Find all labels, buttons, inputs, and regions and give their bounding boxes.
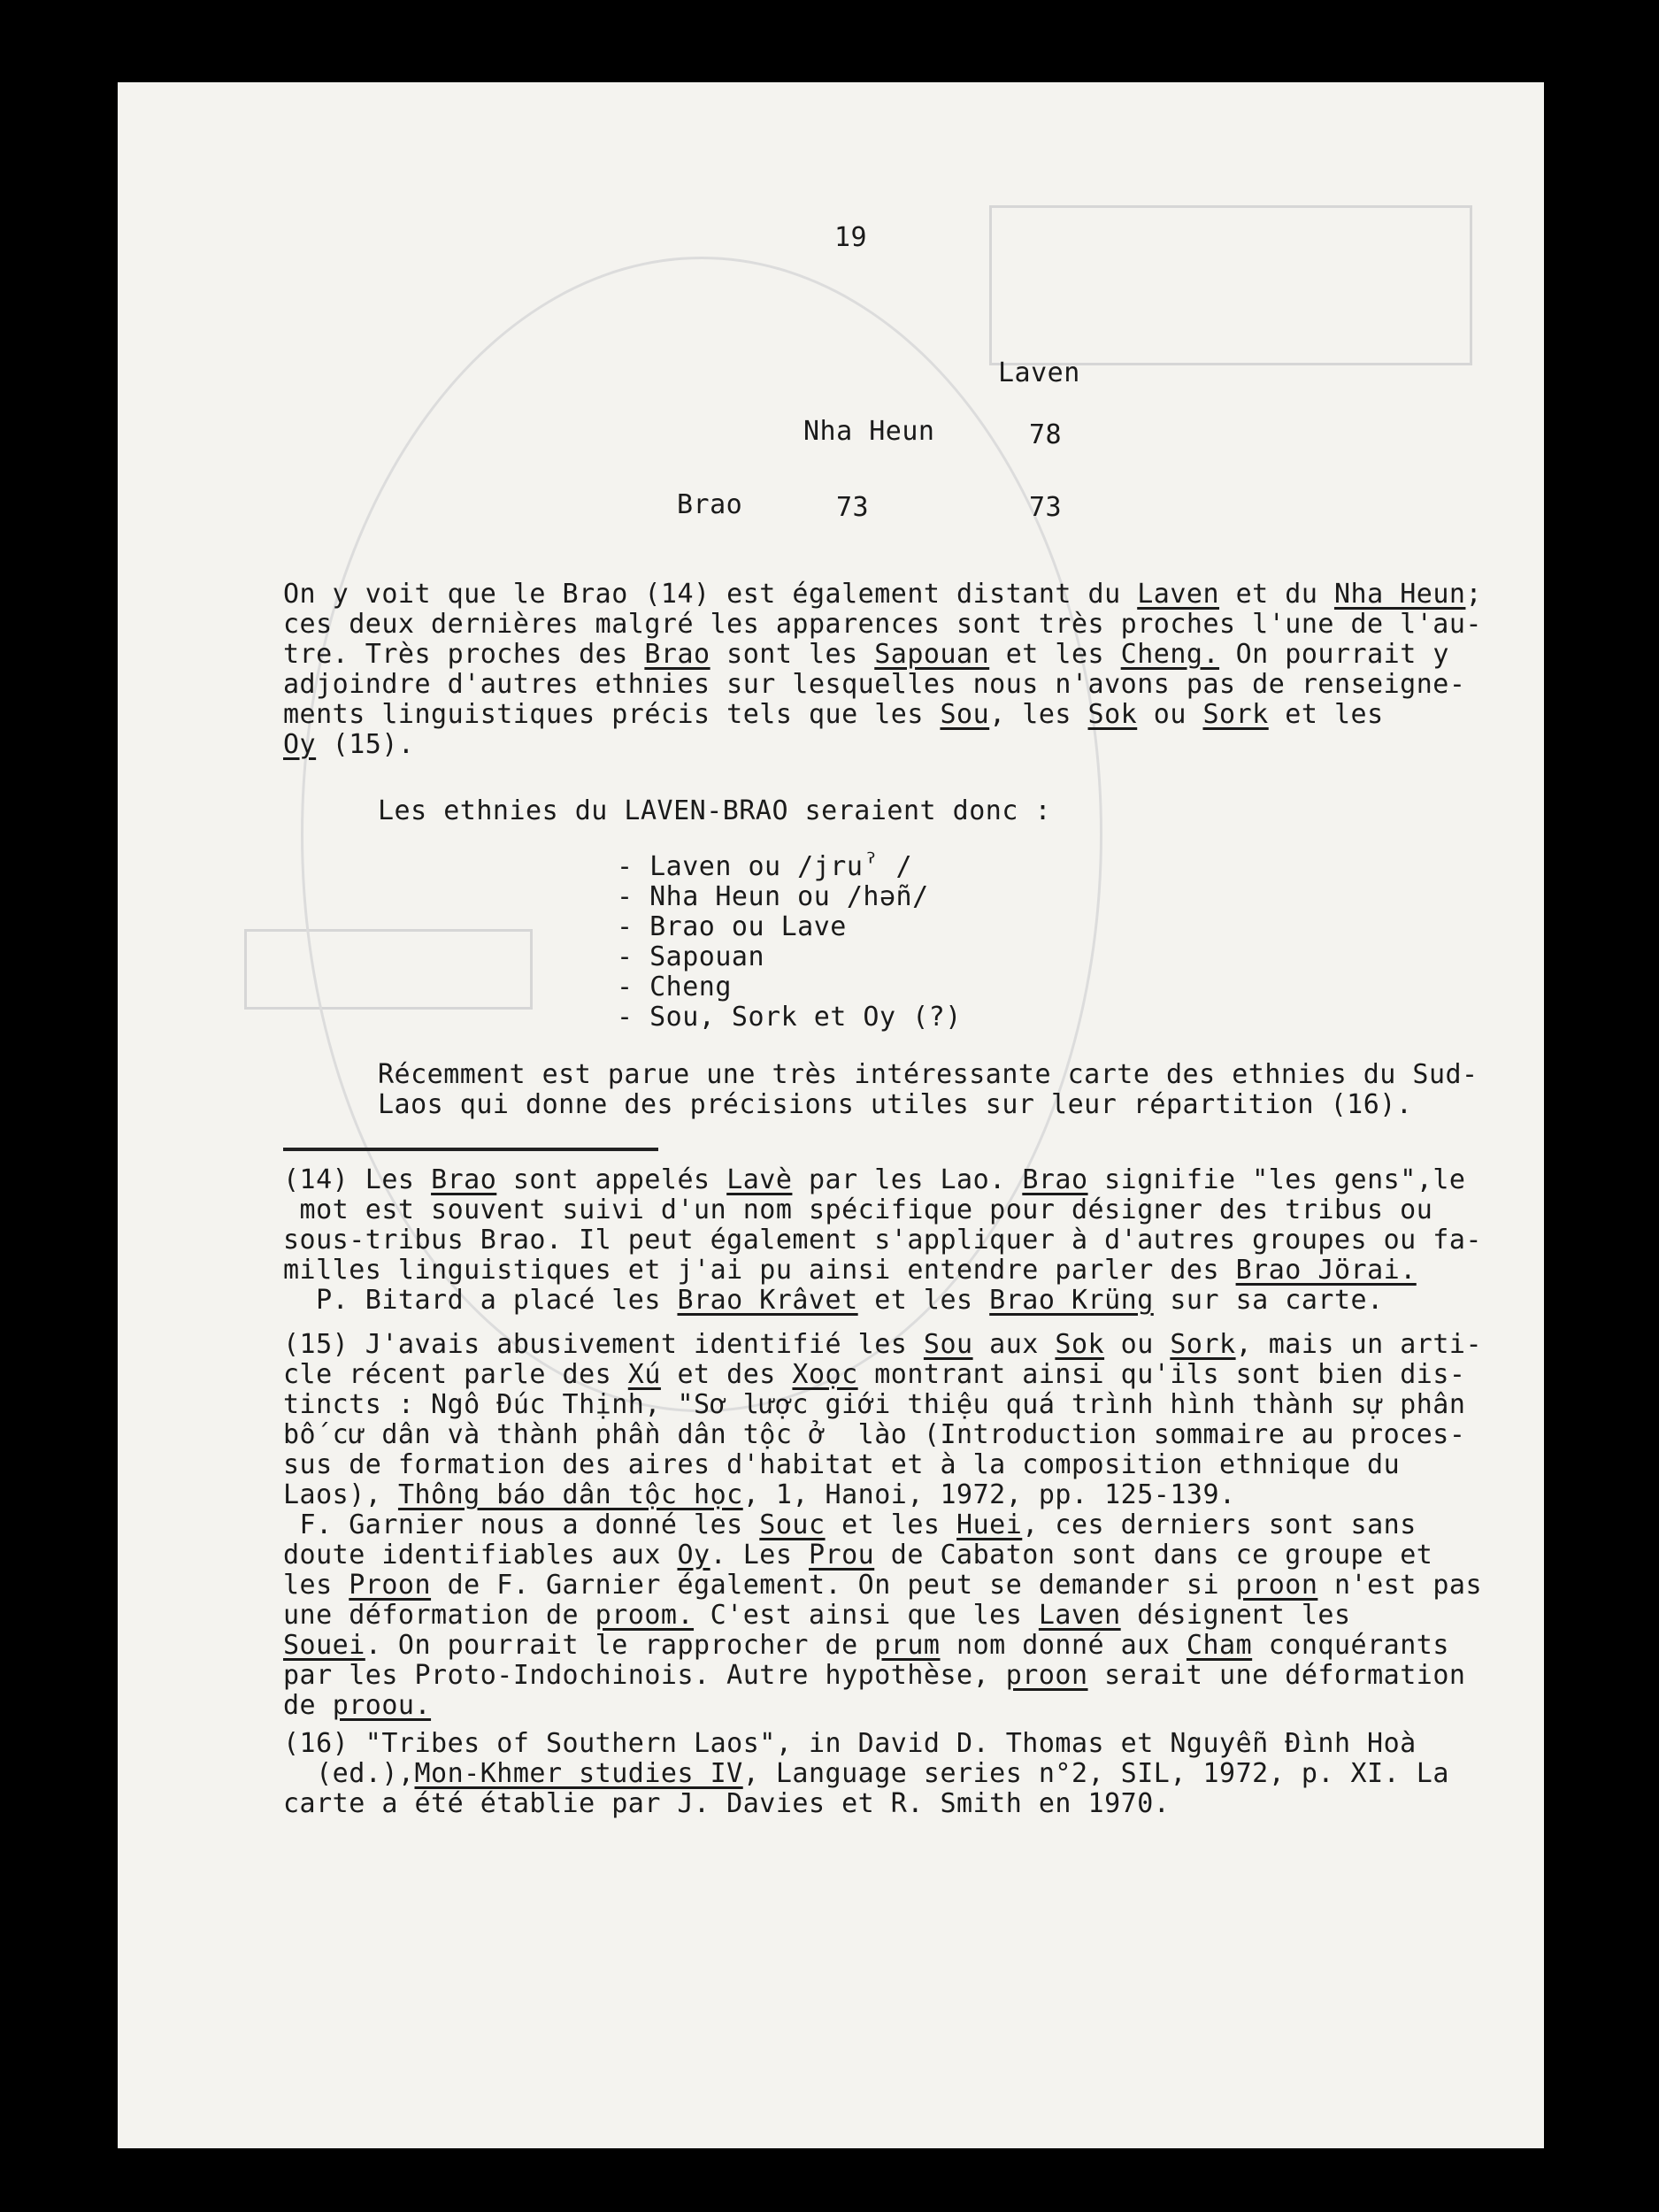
text-line xyxy=(283,1390,1482,1420)
underlined-term: Brao Krüng xyxy=(989,1285,1154,1316)
underlined-term: Oy xyxy=(283,729,317,760)
text-run: de F. Garnier également. On peut se demander si xyxy=(431,1570,1236,1601)
underlined-term: proou. xyxy=(332,1690,432,1721)
text-line xyxy=(283,1450,1482,1480)
text-run: , les xyxy=(989,699,1088,730)
text-run: . On pourrait le rapprocher de xyxy=(365,1630,875,1661)
underlined-term: Mon-Khmer studies IV xyxy=(414,1758,743,1789)
underlined-term: Sork xyxy=(1170,1329,1236,1360)
text-run: par les Proto-Indochinois. Autre hypothèse, xyxy=(283,1660,1006,1691)
text-run: (16) "Tribes of Southern Laos", in David D. Thomas et Nguyễn Đình Hoà xyxy=(283,1728,1417,1759)
underlined-term: Cheng. xyxy=(1120,639,1220,670)
table-col-laven: Laven xyxy=(998,357,1080,388)
text-run: mot est souvent suivi d'un nom spécifique pour désigner des tribus ou xyxy=(283,1194,1433,1225)
underlined-term: proon xyxy=(1235,1570,1318,1601)
show-through-box xyxy=(989,205,1472,365)
text-run: tre. Très proches des xyxy=(283,639,645,670)
underlined-term: Nha Heun xyxy=(1333,579,1466,610)
text-line xyxy=(283,1480,1482,1510)
text-line xyxy=(283,1420,1482,1450)
underlined-term: Brao xyxy=(644,639,710,670)
text-run: sur sa carte. xyxy=(1153,1285,1384,1316)
text-line xyxy=(283,1225,1482,1256)
text-line xyxy=(283,640,1482,670)
text-run: sus de formation des aires d'habitat et à la composition ethnique du xyxy=(283,1449,1401,1480)
text-run: une déformation de xyxy=(283,1600,595,1631)
text-run: signifie "les gens",le xyxy=(1087,1164,1466,1195)
table-cell: 73 xyxy=(836,492,870,523)
text-run: ou xyxy=(1137,699,1203,730)
text-run: On pourrait y xyxy=(1219,639,1449,670)
text-run: carte a été établie par J. Davies et R. Smith en 1970. xyxy=(283,1788,1171,1819)
underlined-term: Brao xyxy=(1022,1164,1088,1195)
underlined-term: Thông báo dân tộc học xyxy=(397,1479,743,1510)
text-run: ments linguistiques précis tels que les xyxy=(283,699,941,730)
table-cell: 78 xyxy=(1029,419,1063,450)
underlined-term: prum xyxy=(874,1630,941,1661)
table-row-label: Brao xyxy=(677,489,743,520)
text-run: P. Bitard a placé les xyxy=(283,1285,678,1316)
text-run: désignent les xyxy=(1120,1600,1351,1631)
text-run: (14) Les xyxy=(283,1164,432,1195)
text-line xyxy=(283,1510,1482,1540)
text-line xyxy=(283,1601,1482,1631)
text-line xyxy=(283,1759,1449,1789)
text-line xyxy=(283,670,1482,700)
text-line xyxy=(283,1330,1482,1360)
text-run: , mais un arti- xyxy=(1235,1329,1483,1360)
text-run: adjoindre d'autres ethnies sur lesquelles nous n'avons pas de renseigne- xyxy=(283,669,1466,700)
underlined-term: Brao xyxy=(431,1164,497,1195)
text-run: , 1, Hanoi, 1972, pp. 125-139. xyxy=(742,1479,1236,1510)
text-run: F. Garnier nous a donné les xyxy=(283,1509,760,1540)
text-run: Récemment est parue une très intéressante carte des ethnies du Sud- xyxy=(378,1059,1479,1090)
list-item: - Nha Heun ou /həñ/ xyxy=(617,881,929,912)
list-item: - Laven ou /jruˀ / xyxy=(617,851,913,882)
text-run: n'est pas xyxy=(1317,1570,1483,1601)
text-run: ; xyxy=(1465,579,1483,610)
text-run: tincts : Ngô Đúc Thịnh, "Sơ lược giới thiệu quá trình hình thành sự phân xyxy=(283,1389,1466,1420)
text-line xyxy=(283,1631,1482,1661)
text-line xyxy=(283,610,1482,640)
text-run: ou xyxy=(1104,1329,1171,1360)
list-intro: Les ethnies du LAVEN-BRAO seraient donc : xyxy=(378,795,1052,826)
paragraph-2 xyxy=(378,1060,1479,1120)
text-run: (15) J'avais abusivement identifié les xyxy=(283,1329,924,1360)
underlined-term: Brao Krâvet xyxy=(677,1285,858,1316)
text-run: , Language series n°2, SIL, 1972, p. XI. La xyxy=(742,1758,1449,1789)
text-run: (15). xyxy=(316,729,415,760)
underlined-term: Sok xyxy=(1087,699,1138,730)
text-run: conquérants xyxy=(1252,1630,1449,1661)
text-run: de xyxy=(283,1690,333,1721)
underlined-term: Cham xyxy=(1186,1630,1253,1661)
underlined-term: Xú xyxy=(627,1359,661,1390)
footnote-14 xyxy=(283,1165,1482,1316)
underlined-term: proom. xyxy=(595,1600,695,1631)
text-run: sous-tribus Brao. Il peut également s'appliquer à d'autres groupes ou fa- xyxy=(283,1225,1482,1256)
underlined-term: Sapouan xyxy=(874,639,990,670)
text-line xyxy=(283,1789,1449,1819)
text-run: montrant ainsi qu'ils sont bien dis- xyxy=(857,1359,1466,1390)
text-run: , ces derniers sont sans xyxy=(1022,1509,1417,1540)
underlined-term: Sork xyxy=(1202,699,1269,730)
text-line xyxy=(283,1540,1482,1571)
list-item: - Sapouan xyxy=(617,941,765,972)
text-run: les xyxy=(283,1570,349,1601)
text-line xyxy=(283,1691,1482,1721)
text-line xyxy=(283,1165,1482,1195)
text-line xyxy=(283,1661,1482,1691)
text-run: de Cabaton sont dans ce groupe et xyxy=(874,1540,1433,1571)
list-item: - Sou, Sork et Oy (?) xyxy=(617,1002,962,1033)
underlined-term: Sou xyxy=(923,1329,973,1360)
page-number: 19 xyxy=(834,222,868,253)
text-run: Laos), xyxy=(283,1479,398,1510)
text-run: Laos qui donne des précisions utiles sur leur répartition (16). xyxy=(378,1089,1413,1120)
underlined-term: Xoọc xyxy=(792,1359,858,1390)
underlined-term: Souei xyxy=(283,1630,365,1661)
underlined-term: Brao Jörai. xyxy=(1235,1255,1417,1286)
underlined-term: Lavè xyxy=(726,1164,793,1195)
footnote-separator xyxy=(283,1148,658,1151)
text-run: et des xyxy=(660,1359,793,1390)
underlined-term: Oy xyxy=(677,1540,710,1571)
text-run: nom donné aux xyxy=(940,1630,1187,1661)
text-run: doute identifiables aux xyxy=(283,1540,678,1571)
footnote-15 xyxy=(283,1330,1482,1721)
text-run: On y voit que le Brao (14) est également distant du xyxy=(283,579,1138,610)
text-line xyxy=(283,1286,1482,1316)
table-row-label: Nha Heun xyxy=(803,416,935,447)
text-line xyxy=(283,1256,1482,1286)
underlined-term: Sou xyxy=(940,699,990,730)
paragraph-1 xyxy=(283,580,1482,760)
underlined-term: Proon xyxy=(349,1570,432,1601)
text-line xyxy=(283,1571,1482,1601)
underlined-term: Sok xyxy=(1055,1329,1105,1360)
text-run: aux xyxy=(972,1329,1056,1360)
text-run: . Les xyxy=(710,1540,809,1571)
text-run: bố cư dân và thành phần dân tộc ở lào (Introduction sommaire au proces- xyxy=(283,1419,1466,1450)
text-run: ces deux dernières malgré les apparences sont très proches l'une de l'au- xyxy=(283,609,1482,640)
text-line xyxy=(378,1060,1479,1090)
text-run: C'est ainsi que les xyxy=(694,1600,1039,1631)
text-line xyxy=(283,730,1482,760)
text-line xyxy=(283,1195,1482,1225)
table-cell: 73 xyxy=(1029,492,1063,523)
underlined-term: Laven xyxy=(1137,579,1220,610)
text-run: milles linguistiques et j'ai pu ainsi entendre parler des xyxy=(283,1255,1236,1286)
text-run: et les xyxy=(825,1509,957,1540)
footnote-16 xyxy=(283,1729,1449,1819)
text-line xyxy=(283,580,1482,610)
underlined-term: Huei xyxy=(956,1509,1023,1540)
underlined-term: Laven xyxy=(1038,1600,1121,1631)
text-run: et les xyxy=(1268,699,1384,730)
text-run: par les Lao. xyxy=(792,1164,1023,1195)
text-run: sont les xyxy=(710,639,875,670)
underlined-term: Souc xyxy=(759,1509,826,1540)
text-run: sont appelés xyxy=(496,1164,727,1195)
underlined-term: Prou xyxy=(808,1540,875,1571)
text-run: et les xyxy=(857,1285,990,1316)
list-item: - Brao ou Lave xyxy=(617,911,847,942)
ethnic-list xyxy=(617,852,962,1033)
text-run: et les xyxy=(989,639,1121,670)
text-run: cle récent parle des xyxy=(283,1359,628,1390)
list-item: - Cheng xyxy=(617,972,732,1002)
text-line xyxy=(283,1360,1482,1390)
text-line xyxy=(283,700,1482,730)
text-line xyxy=(283,1729,1449,1759)
text-line xyxy=(378,1090,1479,1120)
text-run: (ed.), xyxy=(283,1758,415,1789)
text-run: et du xyxy=(1219,579,1334,610)
underlined-term: proon xyxy=(1005,1660,1088,1691)
text-run: serait une déformation xyxy=(1087,1660,1466,1691)
